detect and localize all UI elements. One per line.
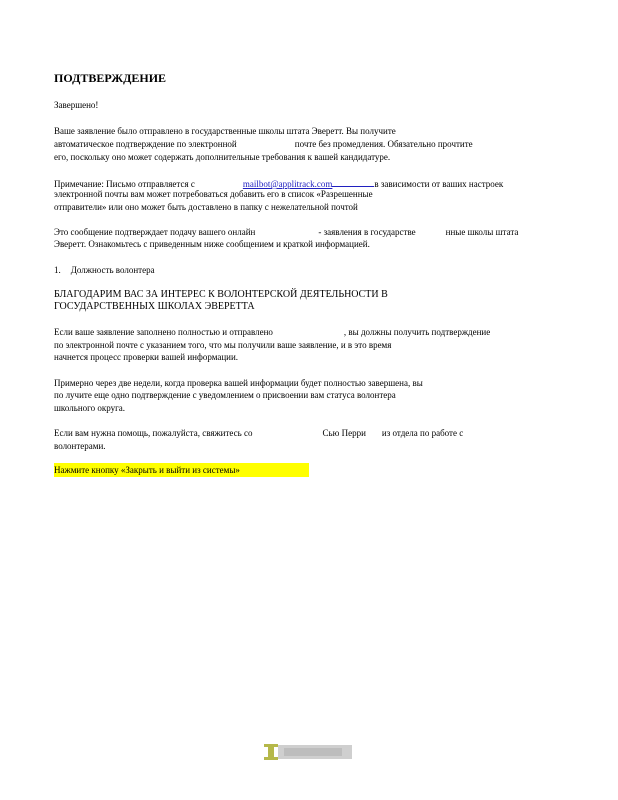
para5-line2: по лучите еще одно подтверждение с уведомлением о присвоении вам статуса волонтера bbox=[54, 390, 396, 400]
para6-line1 bbox=[54, 428, 463, 439]
para3-part-c: нные школы штата bbox=[445, 227, 519, 237]
brand-logo-icon bbox=[264, 744, 352, 760]
para3-line2: Эверетт. Ознакомьтесь с приведенным ниже сообщением и краткой информацией. bbox=[54, 239, 370, 249]
para2-line2: электронной почты вам может потребоваться добавить его в список «Разрешенные bbox=[54, 189, 373, 199]
list-item-label: Должность волонтера bbox=[70, 265, 155, 275]
para5-line3: школьного округа. bbox=[54, 403, 126, 413]
para2-line3: отправители» или оно может быть доставлено в папку с нежелательной почтой bbox=[54, 202, 358, 212]
list-item bbox=[54, 265, 155, 276]
para3-part-a: Это сообщение подтверждает подачу вашего онлайн bbox=[54, 227, 256, 237]
para6-part-a: Если вам нужна помощь, пожалуйста, свяжитесь со bbox=[54, 428, 253, 438]
para3-part-b: - заявления в государстве bbox=[318, 227, 416, 237]
note-prefix: Примечание: Письмо отправляется с bbox=[54, 179, 195, 189]
list-item-number: 1. bbox=[54, 265, 61, 275]
status-text: Завершено! bbox=[54, 100, 99, 110]
para4-line1 bbox=[54, 327, 490, 338]
thanks-heading-line2: ГОСУДАРСТВЕННЫХ ШКОЛАХ ЭВЕРЕТТА bbox=[54, 301, 255, 312]
para1-line2-part-a: автоматическое подтверждение по электронной bbox=[54, 139, 237, 149]
para4-line3: начнется процесс проверки вашей информации. bbox=[54, 352, 239, 362]
para5-line1: Примерно через две недели, когда проверка вашей информации будет полностью завершена, вы bbox=[54, 378, 423, 388]
note-suffix: в зависимости от ваших настроек bbox=[374, 179, 504, 189]
contact-name: Сью Перри bbox=[322, 428, 366, 438]
para3-line1 bbox=[54, 227, 518, 238]
para1-line1: Ваше заявление было отправлено в государственные школы штата Эверетт. Вы получите bbox=[54, 126, 396, 136]
para4-part-a: Если ваше заявление заполнено полностью и отправлено bbox=[54, 327, 273, 337]
para1-line2 bbox=[54, 139, 473, 150]
para1-line3: его, поскольку оно может содержать дополнительные требования к вашей кандидатуре. bbox=[54, 152, 391, 162]
para6-line2: волонтерами. bbox=[54, 441, 106, 451]
para1-line2-part-b: почте без промедления. Обязательно прочтите bbox=[294, 139, 473, 149]
thanks-heading-line1: БЛАГОДАРИМ ВАС ЗА ИНТЕРЕС К ВОЛОНТЕРСКОЙ ДЕЯТЕЛЬНОСТИ В bbox=[54, 289, 388, 300]
para4-part-b: , вы должны получить подтверждение bbox=[343, 327, 491, 337]
email-link[interactable]: mailbot@applitrack.com bbox=[242, 179, 333, 189]
page-title: ПОДТВЕРЖДЕНИЕ bbox=[54, 71, 167, 85]
para6-part-c: из отдела по работе с bbox=[381, 428, 464, 438]
close-and-logout-instruction: Нажмите кнопку «Закрыть и выйти из системы» bbox=[54, 463, 309, 477]
para4-line2: по электронной почте с указанием того, что мы получили ваше заявление, и в это время bbox=[54, 340, 392, 350]
